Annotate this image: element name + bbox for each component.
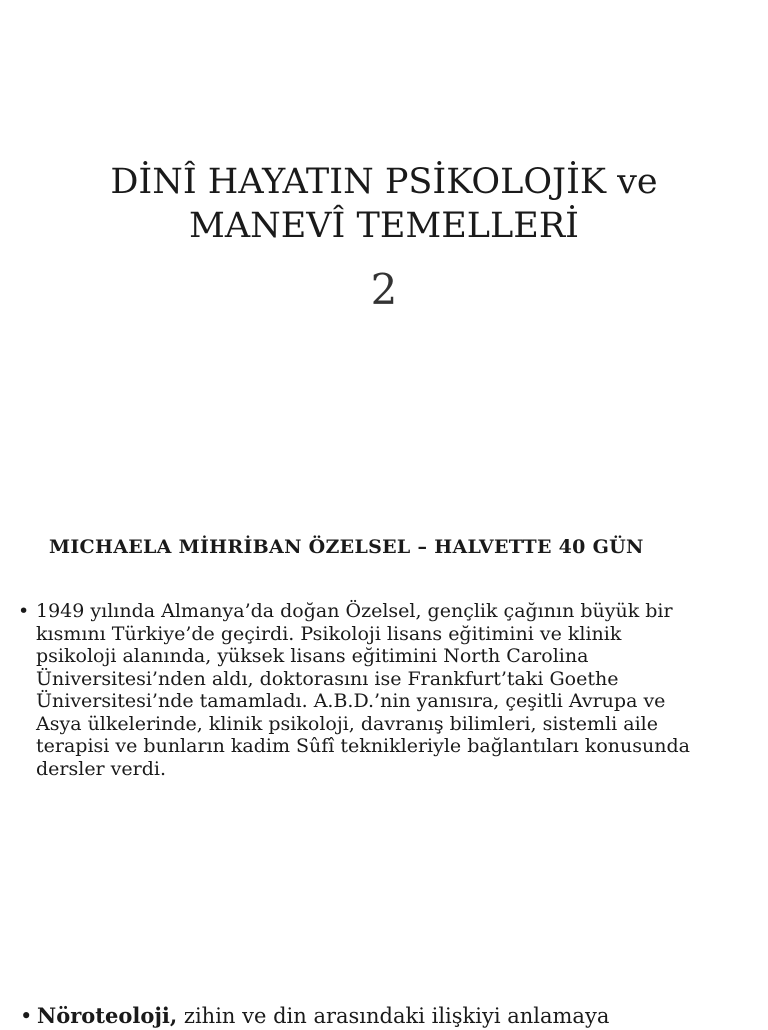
bullet-icon: • [20,1004,33,1028]
list-item [20,1002,740,1030]
bullet-text [37,1002,740,1030]
list-item [18,600,698,780]
bullet-term: Nöroteoloji, [37,1003,178,1028]
bullet-text: 1949 yılında Almanya’da doğan Özelsel, gençlik çağının büyük bir kısmını Türkiye’de geçirdi. Psikoloji lisans eğitimini ve klinik psikoloji alanında, yüksek lisans eğitimini North Carolina Üniversitesi’nden aldı, doktorasını ise Frankfurt’taki Goethe Üniversitesi’nde tamamladı. A.B.D.’nin yanısıra, çeşitli Avrupa ve Asya ülkelerinde, klinik psikoloji, davranış bilimleri, sistemli aile terapisi ve bunların kadim Sûfî teknikleriyle bağlantıları konusunda dersler verdi. [36,600,690,780]
slide-title-line-2: MANEVÎ TEMELLERİ [188,206,579,246]
bullet-term-description: zihin ve din arasındaki ilişkiyi anlamaya [177,1004,610,1028]
slide-title [0,160,768,248]
bullet-icon: • [18,600,30,622]
section-heading: MICHAELA MİHRİBAN ÖZELSEL – HALVETTE 40 GÜN [49,536,644,558]
slide-title-line-1: DİNÎ HAYATIN PSİKOLOJİK ve [110,162,658,202]
slide-number: 2 [370,265,398,314]
